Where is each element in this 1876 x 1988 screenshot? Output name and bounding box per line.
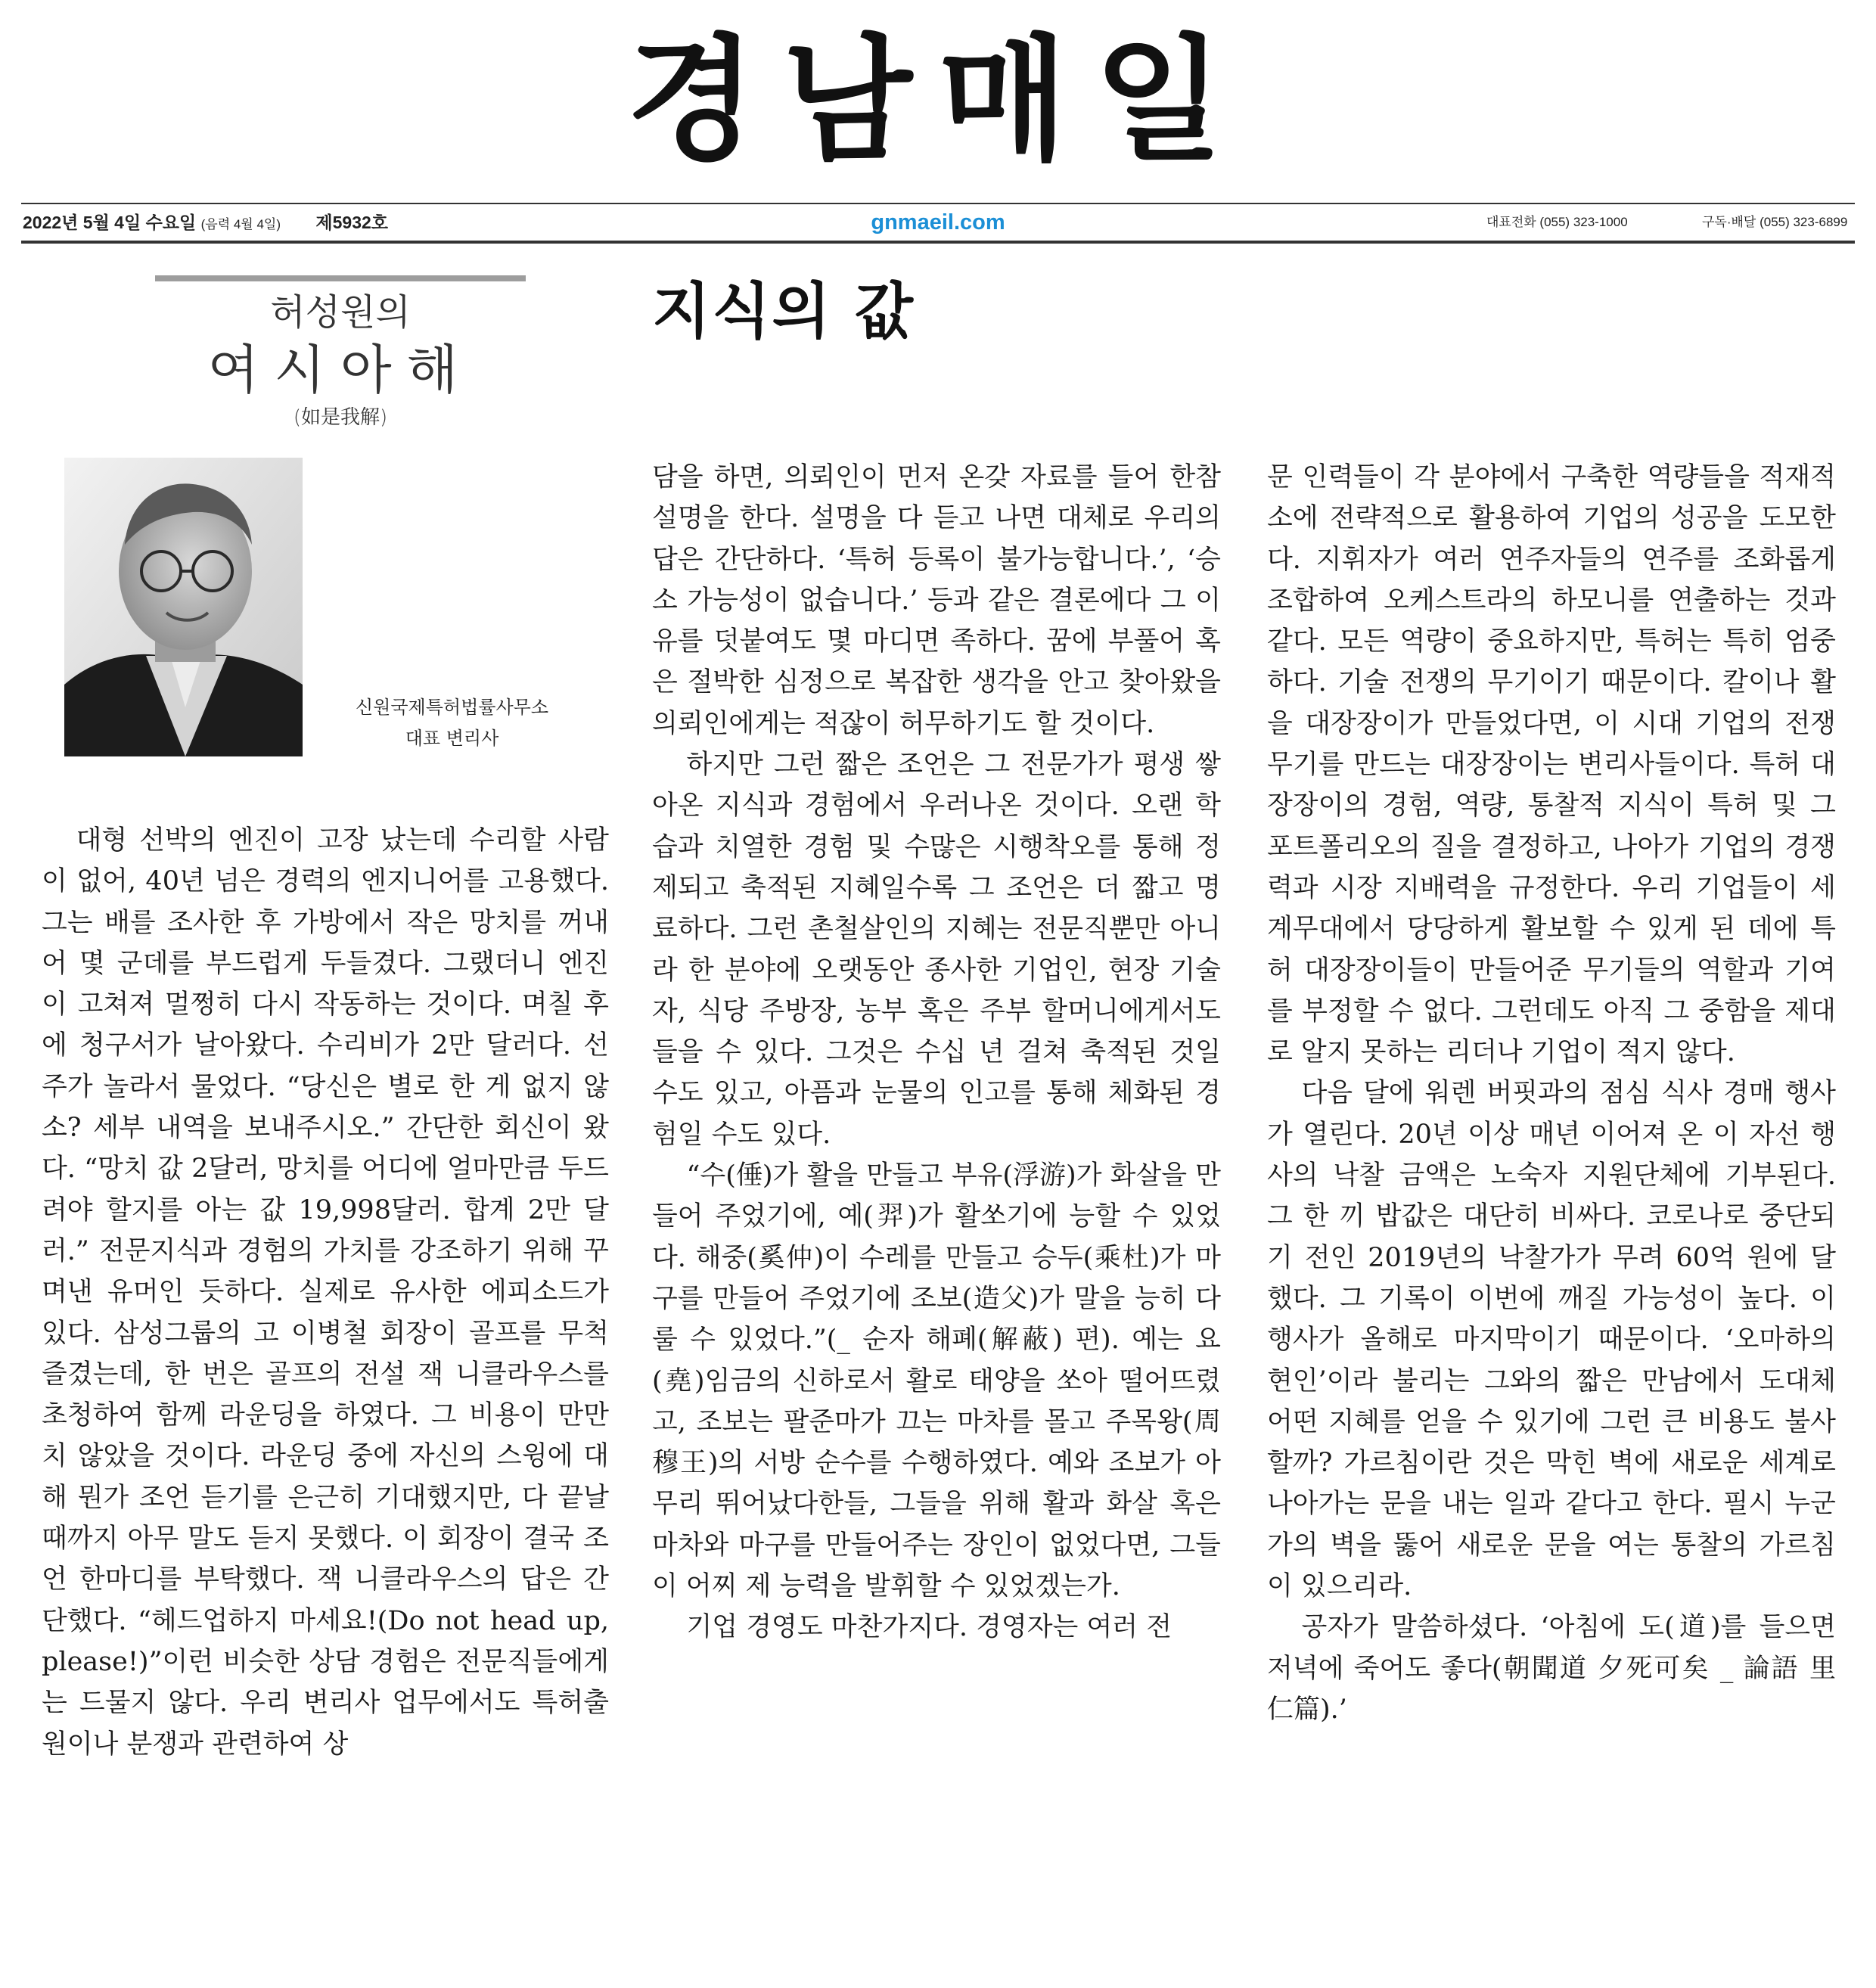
article-headline: 지식의 값 <box>652 276 915 346</box>
author-photo <box>64 458 303 756</box>
article-column-2 <box>652 457 1221 1648</box>
masthead-bottom-rule <box>21 241 1855 244</box>
column-header-rule <box>155 275 526 281</box>
article-paragraph: 문 인력들이 각 분야에서 구축한 역량들을 적재적소에 전략적으로 활용하여 기업의 성공을 도모한다. 지휘자가 여러 연주자들의 연주를 조화롭게 조합하여 오케스트라의 하모니를 연출하는 것과 같다. 모든 역량이 중요하지만, 특허는 특히 엄중하다. 기술 전쟁의 무기이기 때문이다. 칼이나 활을 대장장이가 만들었다면, 이 시대 기업의 전쟁 무기를 만드는 대장장이는 변리사들이다. 특허 대장장이의 경험, 역량, 통찰적 지식이 특허 및 그 포트폴리오의 질을 결정하고, 나아가 기업의 경쟁력과 시장 지배력을 규정한다. 우리 기업들이 세계무대에서 당당하게 활보할 수 있게 된 데에 특허 대장장이들이 만들어준 무기들의 역할과 기여를 부정할 수 없다. 그런데도 아직 그 중함을 제대로 알지 못하는 리더나 기업이 적지 않다. <box>1267 462 1836 1068</box>
publication-date-line <box>23 204 388 241</box>
website-link[interactable]: gnmaeil.com <box>871 210 1005 235</box>
article-paragraph: 공자가 말씀하셨다. ‘아침에 도(道)를 들으면 저녁에 죽어도 좋다(朝聞道 夕死可矣 _ 論語 里仁篇).’ <box>1267 1612 1836 1725</box>
article-paragraph: 하지만 그런 짧은 조언은 그 전문가가 평생 쌓아온 지식과 경험에서 우러나온 것이다. 오랜 학습과 치열한 경험 및 수많은 시행착오를 통해 정제되고 축적된 지혜일수록 그 조언은 더 짧고 명료하다. 그런 촌철살인의 지혜는 전문직뿐만 아니라 한 분야에 오랫동안 종사한 기업인, 현장 기술자, 식당 주방장, 농부 혹은 주부 할머니에게서도 들을 수 있다. 그것은 수십 년 걸쳐 축적된 것일 수도 있고, 아픔과 눈물의 인고를 통해 체화된 경험일 수도 있다. <box>652 750 1221 1150</box>
article-paragraph: 담을 하면, 의뢰인이 먼저 온갖 자료를 들어 한참 설명을 한다. 설명을 다 듣고 나면 대체로 우리의 답은 간단하다. ‘특허 등록이 불가능합니다.’, ‘승소 가능성이 없습니다.’ 등과 같은 결론에다 그 이유를 덧붙여도 몇 마디면 족하다. 꿈에 부풀어 혹은 절박한 심정으로 복잡한 생각을 안고 찾아왔을 의뢰인에게는 적잖이 허무하기도 할 것이다. <box>652 462 1221 739</box>
lunar-date: (음력 4월 4일) <box>200 217 281 231</box>
article-paragraph: 대형 선박의 엔진이 고장 났는데 수리할 사람이 없어, 40년 넘은 경력의 엔지니어를 고용했다. 그는 배를 조사한 후 가방에서 작은 망치를 꺼내어 몇 군데를 부드럽게 두들겼다. 그랬더니 엔진이 고쳐져 멀쩡히 다시 작동하는 것이다. 며칠 후에 청구서가 날아왔다. 수리비가 2만 달러다. 선주가 놀라서 물었다. “당신은 별로 한 게 없지 않소? 세부 내역을 보내주시오.” 간단한 회신이 왔다. “망치 값 2달러, 망치를 어디에 얼마만큼 두드려야 할지를 아는 값 19,998달러. 합계 2만 달러.” 전문지식과 경험의 가치를 강조하기 위해 꾸며낸 유머인 듯하다. 실제로 유사한 에피소드가 있다. 삼성그룹의 고 이병철 회장이 골프를 무척 즐겼는데, 한 번은 골프의 전설 잭 니클라우스를 초청하여 함께 라운딩을 하였다. 그 비용이 만만치 않았을 것이다. 라운딩 중에 자신의 스윙에 대해 뭔가 조언 듣기를 은근히 기대했지만, 다 끝날 때까지 아무 말도 듣지 못했다. 이 회장이 결국 조언 한마디를 부탁했다. 잭 니클라우스의 답은 간단했다. “헤드업하지 마세요!(Do not head up, please!)”이런 비슷한 상담 경험은 전문직들에게는 드물지 않다. 우리 변리사 업무에서도 특허출원이나 분쟁과 관련하여 상 <box>42 825 609 1760</box>
publication-date: 2022년 5월 4일 수요일 <box>23 213 197 232</box>
article-paragraph: 다음 달에 워렌 버핏과의 점심 식사 경매 행사가 열린다. 20년 이상 매년 이어져 온 이 자선 행사의 낙찰 금액은 노숙자 지원단체에 기부된다. 그 한 끼 밥값은 대단히 비싸다. 코로나로 중단되기 전인 2019년의 낙찰가가 무려 60억 원에 달했다. 그 기록이 이번에 깨질 가능성이 높다. 이 행사가 올해로 마지막이기 때문이다. ‘오마하의 현인’이라 불리는 그와의 짧은 만남에서 도대체 어떤 지혜를 얻을 수 있기에 그런 큰 비용도 불사할까? 가르침이란 것은 막힌 벽에 새로운 세계로 나아가는 문을 내는 일과 같다고 한다. 필시 누군가의 벽을 뚫어 새로운 문을 여는 통찰의 가르침이 있으리라. <box>1267 1078 1837 1602</box>
article-paragraph: “수(倕)가 활을 만들고 부유(浮游)가 화살을 만들어 주었기에, 예(羿)가 활쏘기에 능할 수 있었다. 해중(奚仲)이 수레를 만들고 승두(乘杜)가 마구를 만들어 주었기에 조보(造父)가 말을 능히 다룰 수 있었다.”(_ 순자 해폐(解蔽) 편). 예는 요(堯)임금의 신하로서 활로 태양을 쏘아 떨어뜨렸고, 조보는 팔준마가 끄는 마차를 몰고 주목왕(周穆王)의 서방 순수를 수행하였다. 예와 조보가 아무리 뛰어났다한들, 그들을 위해 활과 화살 혹은 마차와 마구를 만들어주는 장인이 없었다면, 그들이 어찌 제 능력을 발휘할 수 있었겠는가. <box>652 1160 1221 1602</box>
author-credit <box>306 692 598 754</box>
newspaper-masthead: 경남매일 <box>626 22 1250 179</box>
column-hanja: (如是我解) <box>293 406 388 429</box>
article-paragraph: 기업 경영도 마찬가지다. 경영자는 여러 전 <box>686 1612 1172 1643</box>
article-column-1 <box>42 820 609 1765</box>
author-position: 대표 변리사 <box>405 728 499 749</box>
column-label <box>155 291 526 430</box>
main-phone: 대표전화 (055) 323-1000 <box>1486 215 1628 229</box>
author-affiliation: 신원국제특허법률사무소 <box>355 697 549 718</box>
article-column-3 <box>1267 457 1836 1730</box>
subscription-phone: 구독·배달 (055) 323-6899 <box>1702 215 1848 229</box>
column-author: 허성원의 <box>270 291 411 334</box>
issue-number: 제5932호 <box>315 213 388 232</box>
column-name: 여시아해 <box>207 339 474 401</box>
